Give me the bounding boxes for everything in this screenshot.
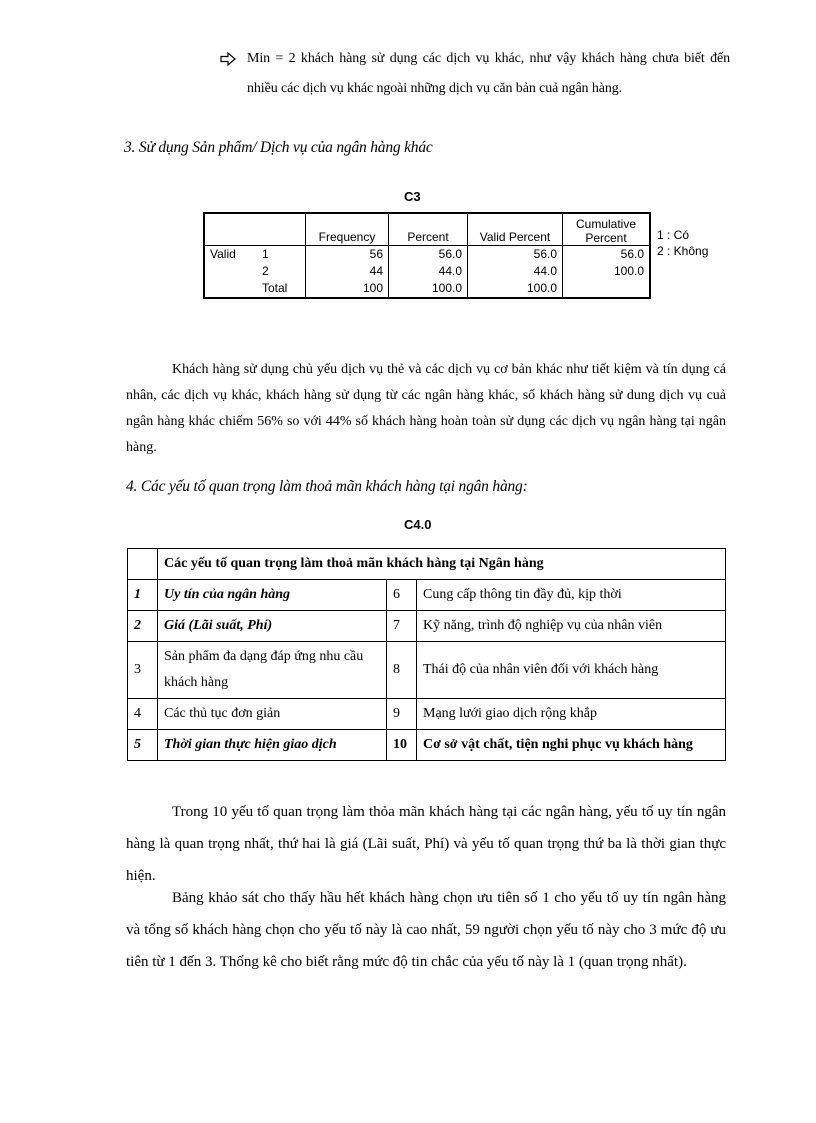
table-row: 2 44 44.0 44.0 100.0	[204, 263, 650, 280]
paragraph-1: Khách hàng sử dụng chủ yếu dịch vụ thẻ và các dịch vụ cơ bản khác như tiết kiệm và tín dụng cá nhân, các dịch vụ khác, khách hàng sử dụng từ các ngân hàng khác, số khách hàng sử dung dịch vụ cuả ngân hàng khác chiếm 56% so với 44% số khách hàng hoàn toàn sử dụng các dịch vụ ngân hàng tại ngân hàng.	[126, 362, 726, 455]
legend-item: 1 : Có	[657, 228, 690, 242]
table-row: Valid 1 56 56.0 56.0 56.0	[204, 246, 650, 264]
c3-frequency-table	[203, 212, 651, 299]
legend-item: 2 : Không	[657, 244, 709, 258]
bullet-text: Min = 2 khách hàng sử dụng các dịch vụ khác, như vậy khách hàng chưa biết đến nhiều các dịch vụ khác ngoài những dịch vụ căn bản cuả ngân hàng.	[247, 51, 730, 96]
col-percent: Percent	[389, 213, 468, 246]
table-header-row	[128, 549, 726, 580]
c40-header: Các yếu tố quan trọng làm thoả mãn khách hàng tại Ngân hàng	[158, 549, 726, 580]
c3-legend	[657, 227, 708, 259]
paragraph-2: Trong 10 yếu tố quan trọng làm thỏa mãn khách hàng tại các ngân hàng, yếu tố uy tín ngân hàng là quan trọng nhất, thứ hai là giá (Lãi suất, Phí) và yếu tố quan trọng thứ ba là thời gian thực hiện.	[126, 804, 726, 884]
paragraph-3: Bảng khảo sát cho thấy hầu hết khách hàng chọn ưu tiên số 1 cho yếu tố uy tín ngân hàng và tổng số khách hàng chọn cho yếu tố này là cao nhất, 59 người chọn yếu tố này cho 3 mức độ ưu tiên từ 1 đến 3. Thống kê cho biết rằng mức độ tin chắc của yếu tố này là 1 (quan trọng nhất).	[126, 890, 726, 970]
c3-table-title: C3	[404, 189, 421, 204]
table-row: 5 Thời gian thực hiện giao dịch 10 Cơ sở vật chất, tiện nghi phục vụ khách hàng	[128, 730, 726, 761]
arrow-right-outline-icon	[220, 52, 236, 66]
section-3-heading: 3. Sử dụng Sản phẩm/ Dịch vụ của ngân hàng khác	[124, 139, 433, 156]
col-frequency: Frequency	[306, 213, 389, 246]
col-cumulative-percent: Cumulative Percent	[563, 213, 651, 246]
table-row: 4 Các thủ tục đơn giản 9 Mạng lưới giao dịch rộng khắp	[128, 699, 726, 730]
col-valid-percent: Valid Percent	[468, 213, 563, 246]
section-4-heading: 4. Các yếu tố quan trọng làm thoả mãn khách hàng tại ngân hàng:	[126, 478, 528, 495]
c40-table-title: C4.0	[404, 517, 432, 532]
c40-factors-table	[127, 548, 726, 761]
table-row: Total 100 100.0 100.0	[204, 280, 650, 298]
table-row: 1 Uy tín của ngân hàng 6 Cung cấp thông tin đầy đủ, kịp thời	[128, 580, 726, 611]
table-row: 3 Sản phẩm đa dạng đáp ứng nhu cầu khách hàng 8 Thái độ của nhân viên đối với khách hàng	[128, 642, 726, 699]
table-row: 2 Giá (Lãi suất, Phí) 7 Kỹ năng, trình độ nghiệp vụ của nhân viên	[128, 611, 726, 642]
bullet-item	[220, 44, 730, 104]
